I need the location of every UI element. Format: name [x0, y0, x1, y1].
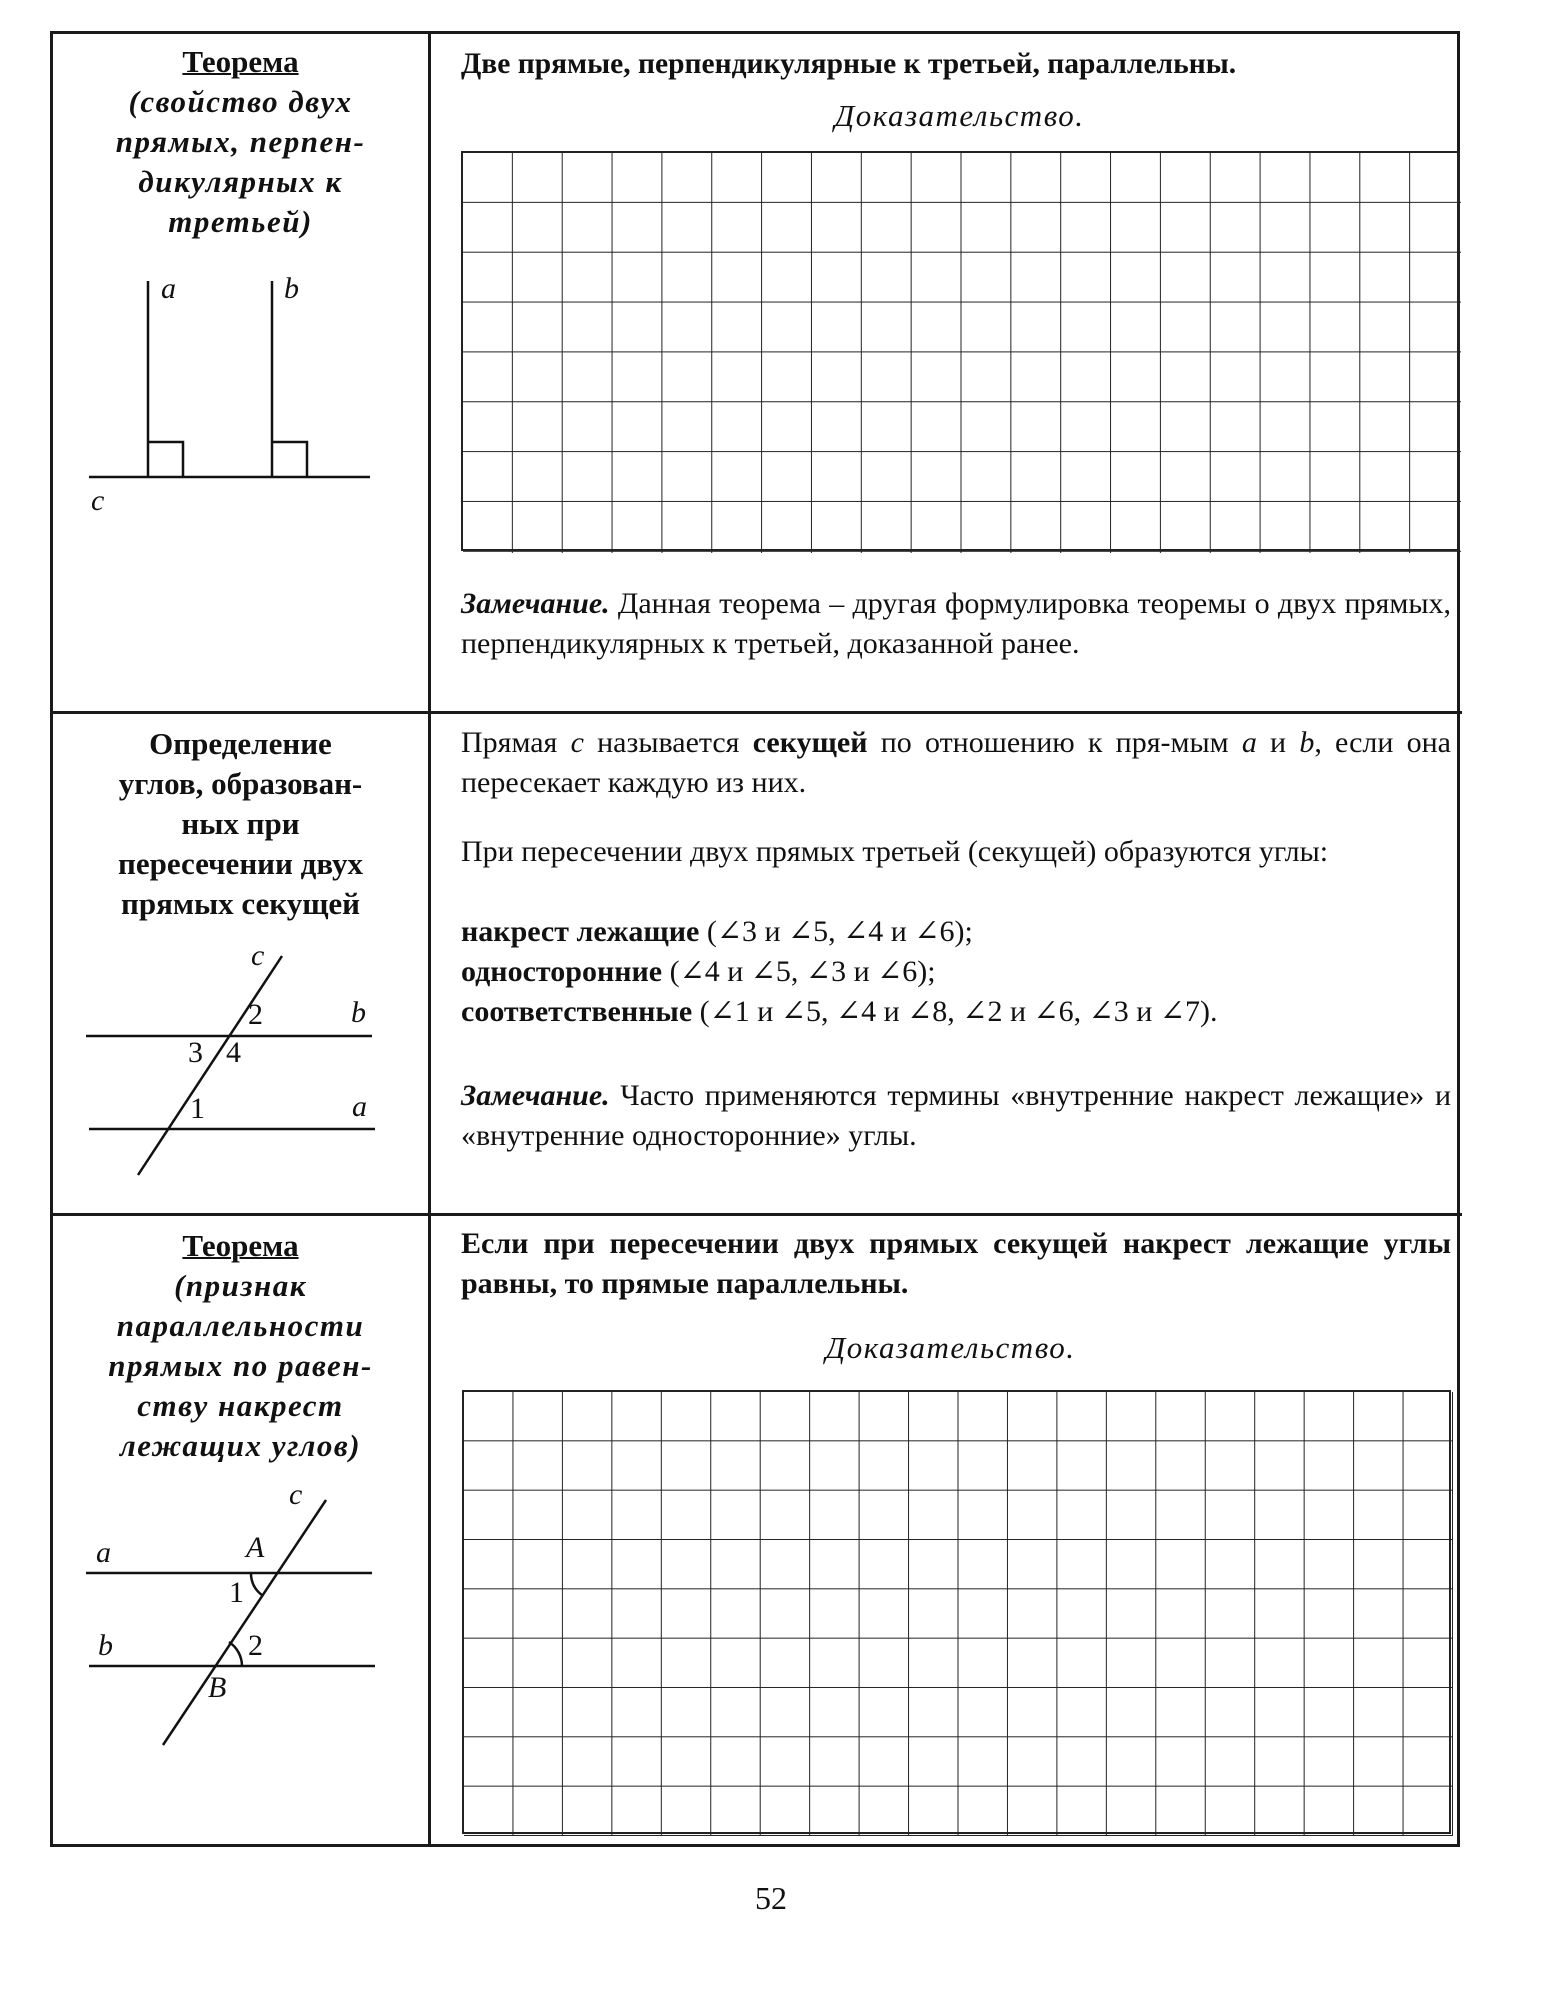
angle-type-name: односторонние [461, 955, 663, 988]
section-3-subtitle-line: параллельности [116, 1308, 365, 1343]
def-text: Прямая [461, 726, 571, 759]
section-1-proof-label: Доказательство. [834, 98, 1085, 133]
proof-grid-1[interactable] [461, 151, 1459, 551]
proof-grid-2[interactable] [462, 1390, 1451, 1834]
section-1-statement: Две прямые, перпендикулярные к третьей, параллельны. [461, 48, 1237, 80]
section-1-remark [461, 584, 1451, 664]
remark-text: Данная теорема – другая формулировка теоремы о двух прямых, перпендикулярных к третьей, доказанной ранее. [461, 587, 1451, 660]
section-1-title: Теорема [182, 44, 299, 79]
section-1-subtitle-line: дикулярных к [138, 164, 343, 199]
section-2-title-line: ных при [181, 806, 300, 841]
section-3-subtitle-line: прямых по равен- [108, 1348, 373, 1383]
def-text: по отношению к пря-мым [867, 726, 1242, 759]
def-text: , если она пересекает каждую из них. [461, 726, 1451, 799]
section-3-subtitle-line: (признак [174, 1268, 307, 1303]
secant-definition [461, 723, 1451, 803]
section-2-title-line: пересечении двух [117, 846, 364, 881]
row-divider-2 [50, 1213, 1462, 1216]
label-angle-1: 1 [229, 1576, 244, 1609]
page-number: 52 [755, 1880, 787, 1916]
angle-type-name: накрест лежащие [461, 915, 700, 948]
label-b: b [98, 1629, 113, 1662]
section-2-title-line: Определение [149, 726, 332, 761]
section-1-subtitle-line: прямых, перпен- [115, 124, 366, 159]
label-angle-2: 2 [248, 998, 263, 1031]
label-c: c [91, 484, 105, 517]
label-angle-3: 3 [188, 1036, 203, 1069]
column-divider [428, 31, 431, 1847]
label-point-B: B [208, 1671, 227, 1704]
section-3-title: Теорема [182, 1228, 299, 1263]
angle-type-item [461, 912, 1451, 952]
section-1-heading [53, 42, 428, 242]
section-1-subtitle-line: (свойство двух [128, 84, 353, 119]
angle-type-name: соответственные [461, 995, 693, 1028]
label-a: a [352, 1090, 367, 1123]
remark-label: Замечание. [461, 587, 610, 620]
def-text: называется [583, 726, 753, 759]
angle-type-pairs: (∠3 и ∠5, ∠4 и ∠6); [699, 915, 973, 948]
grid-lines [464, 1392, 1453, 1836]
angle-type-item [461, 992, 1451, 1032]
label-angle-2: 2 [248, 1629, 263, 1662]
var-b: b [1299, 726, 1315, 759]
grid-lines [463, 153, 1461, 553]
remark-text: Часто применяются термины «внутренние накрест лежащие» и «внутренние односторонние» углы. [461, 1079, 1451, 1152]
term-secant: секущей [752, 726, 868, 759]
label-a: a [161, 272, 176, 305]
label-b: b [351, 996, 366, 1029]
section-3-statement: Если при пересечении двух прямых секущей накрест лежащие углы равны, то прямые параллельны. [461, 1227, 1451, 1300]
angle-type-pairs: (∠4 и ∠5, ∠3 и ∠6); [662, 955, 936, 988]
label-a: a [96, 1536, 111, 1569]
def-text: и [1256, 726, 1300, 759]
section-3-subtitle-line: лежащих углов) [119, 1428, 362, 1463]
label-angle-1: 1 [190, 1092, 205, 1125]
angle-type-pairs: (∠1 и ∠5, ∠4 и ∠8, ∠2 и ∠6, ∠3 и ∠7). [692, 995, 1218, 1028]
angle-types-list [461, 912, 1451, 1032]
label-angle-4: 4 [226, 1036, 241, 1069]
remark-label: Замечание. [461, 1079, 610, 1112]
section-2-title-line: прямых секущей [120, 886, 361, 921]
section-3-proof-label: Доказательство. [825, 1330, 1076, 1365]
var-a: a [1241, 726, 1257, 759]
label-b: b [284, 272, 299, 305]
label-c: c [251, 939, 265, 972]
section-1-subtitle-line: третьей) [168, 204, 313, 239]
section-2-remark [461, 1076, 1451, 1156]
label-point-A: A [246, 1531, 265, 1564]
section-2-title-line: углов, образован- [118, 766, 363, 801]
section-3-heading [53, 1226, 428, 1466]
row-divider-1 [50, 711, 1462, 714]
label-c: c [289, 1478, 303, 1511]
var-c: c [570, 726, 584, 759]
angles-intro: При пересечении двух прямых третьей (секущей) образуются углы: [461, 835, 1329, 868]
section-3-subtitle-line: ству накрест [137, 1388, 344, 1423]
section-2-heading [53, 724, 428, 924]
angle-type-item [461, 952, 1451, 992]
